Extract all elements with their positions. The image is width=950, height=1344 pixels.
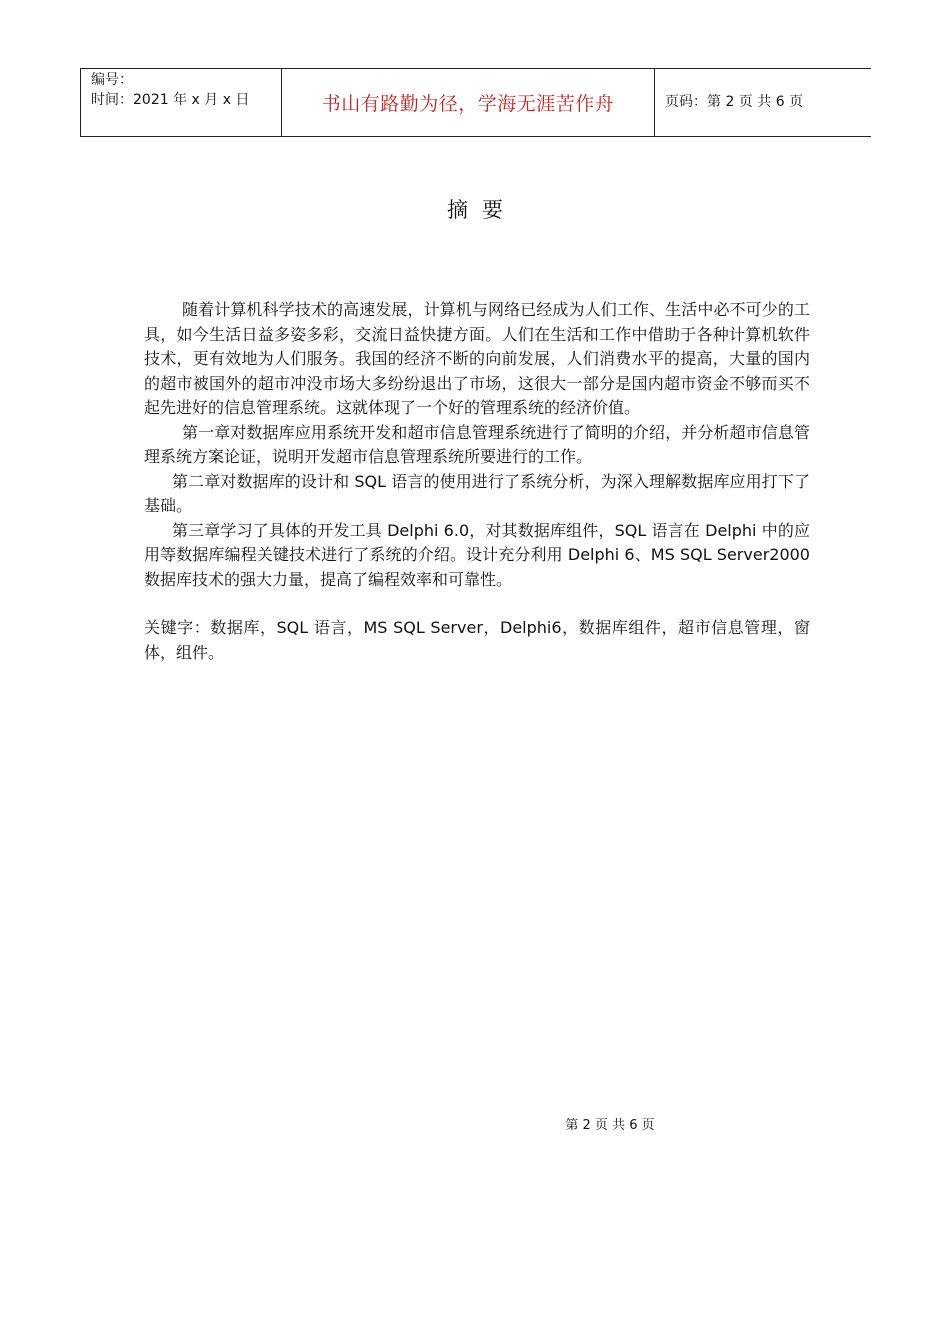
paragraph: 第三章学习了具体的开发工具 Delphi 6.0，对其数据库组件，SQL 语言在 Delphi 中的应用等数据库编程关键技术进行了系统的介绍。设计充分利用 Delphi 6、MS SQL Server2000 数据库技术的强大力量，提高了编程效率和可靠性。	[144, 520, 810, 589]
keywords: 关键字：数据库，SQL 语言，MS SQL Server，Delphi6，数据库组件，超市信息管理，窗体，组件。	[144, 618, 810, 662]
document-header	[80, 68, 871, 137]
date-line: 时间：2021 年 x 月 x 日	[91, 92, 250, 108]
header-page-cell	[655, 69, 871, 136]
abstract-body	[144, 298, 810, 665]
page-title: 摘要	[447, 198, 517, 222]
header-motto-cell	[282, 69, 655, 136]
paragraph: 第一章对数据库应用系统开发和超市信息管理系统进行了简明的介绍，并分析超市信息管理系统方案论证，说明开发超市信息管理系统所要进行的工作。	[144, 422, 810, 466]
motto: 书山有路勤为径，学海无涯苦作舟	[321, 93, 615, 115]
paragraph: 第二章对数据库的设计和 SQL 语言的使用进行了系统分析，为深入理解数据库应用打下了基础。	[144, 471, 810, 515]
serial-number-label: 编号：	[91, 72, 133, 88]
page-footer: 第 2 页 共 6 页	[565, 1118, 655, 1133]
page-code: 页码：第 2 页 共 6 页	[665, 94, 804, 110]
paragraph: 随着计算机科学技术的高速发展，计算机与网络已经成为人们工作、生活中必不可少的工具，如今生活日益多姿多彩，交流日益快捷方面。人们在生活和工作中借助于各种计算机软件技术，更有效地为人们服务。我国的经济不断的向前发展，人们消费水平的提高，大量的国内的超市被国外的超市冲没市场大多纷纷退出了市场，这很大一部分是国内超市资金不够而买不起先进好的信息管理系统。这就体现了一个好的管理系统的经济价值。	[144, 300, 810, 417]
header-meta-cell	[81, 69, 282, 136]
